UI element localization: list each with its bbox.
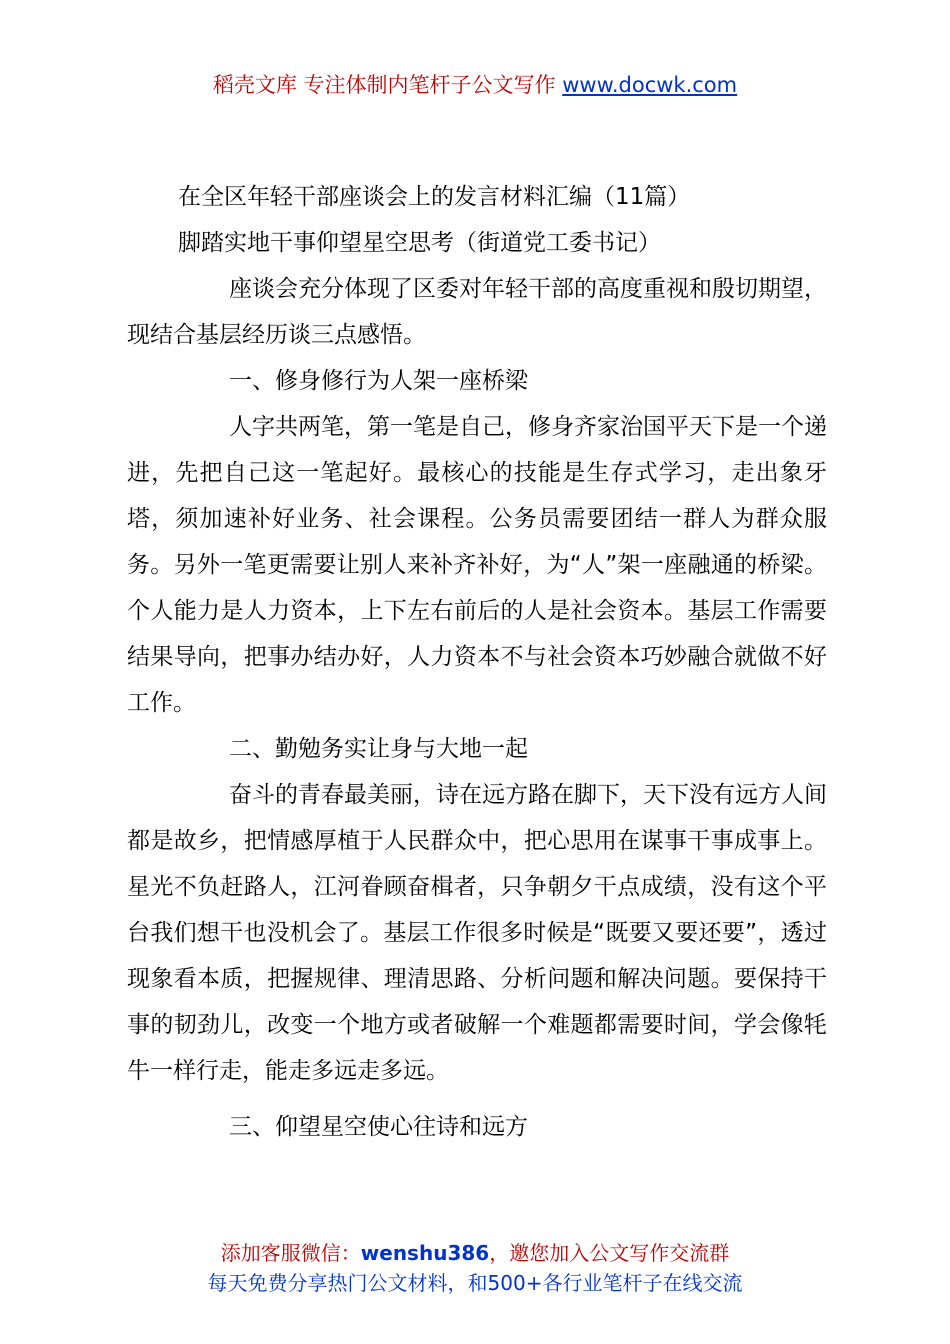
document-title: 在全区年轻干部座谈会上的发言材料汇编（11篇） — [178, 184, 691, 210]
footer-line-1 — [0, 1238, 950, 1268]
wechat-id: wenshu386 — [360, 1241, 490, 1265]
footer-prefix: 添加客服微信： — [220, 1241, 361, 1265]
page-header — [0, 70, 950, 100]
footer-line-2: 每天免费分享热门公文材料，和500+各行业笔杆子在线交流 — [207, 1271, 743, 1295]
footer-suffix: ，邀您加入公文写作交流群 — [489, 1241, 730, 1265]
intro-paragraph: 座谈会充分体现了区委对年轻干部的高度重视和殷切期望，现结合基层经历谈三点感悟。 — [127, 276, 827, 348]
section-2-paragraph: 奋斗的青春最美丽，诗在远方路在脚下，天下没有远方人间都是故乡，把情感厚植于人民群众中，把心思用在谋事干事成事上。星光不负赶路人，江河眷顾奋楫者，只争朝夕干点成绩，没有这个平台我们想干也没机会了。基层工作很多时候是“既要又要还要”，透过现象看本质，把握规律、理清思路、分析问题和解决问题。要保持干事的韧劲儿，改变一个地方或者破解一个难题都需要时间，学会像牦牛一样行走，能走多远走多远。 — [127, 782, 827, 1084]
section-2-heading: 二、勤勉务实让身与大地一起 — [229, 736, 528, 762]
document-subtitle: 脚踏实地干事仰望星空思考（街道党工委书记） — [178, 230, 661, 256]
brand-text: 稻壳文库 专注体制内笔杆子公文写作 — [212, 73, 556, 97]
document-body — [127, 174, 827, 1150]
page-footer — [0, 1238, 950, 1298]
website-link[interactable]: www.docwk.com — [562, 73, 738, 97]
section-3-heading: 三、仰望星空使心往诗和远方 — [229, 1114, 528, 1140]
section-1-paragraph: 人字共两笔，第一笔是自己，修身齐家治国平天下是一个递进，先把自己这一笔起好。最核心的技能是生存式学习，走出象牙塔，须加速补好业务、社会课程。公务员需要团结一群人为群众服务。另外一笔更需要让别人来补齐补好，为“人”架一座融通的桥梁。个人能力是人力资本，上下左右前后的人是社会资本。基层工作需要结果导向，把事办结办好，人力资本不与社会资本巧妙融合就做不好工作。 — [127, 414, 827, 716]
section-1-heading: 一、修身修行为人架一座桥梁 — [229, 368, 528, 394]
